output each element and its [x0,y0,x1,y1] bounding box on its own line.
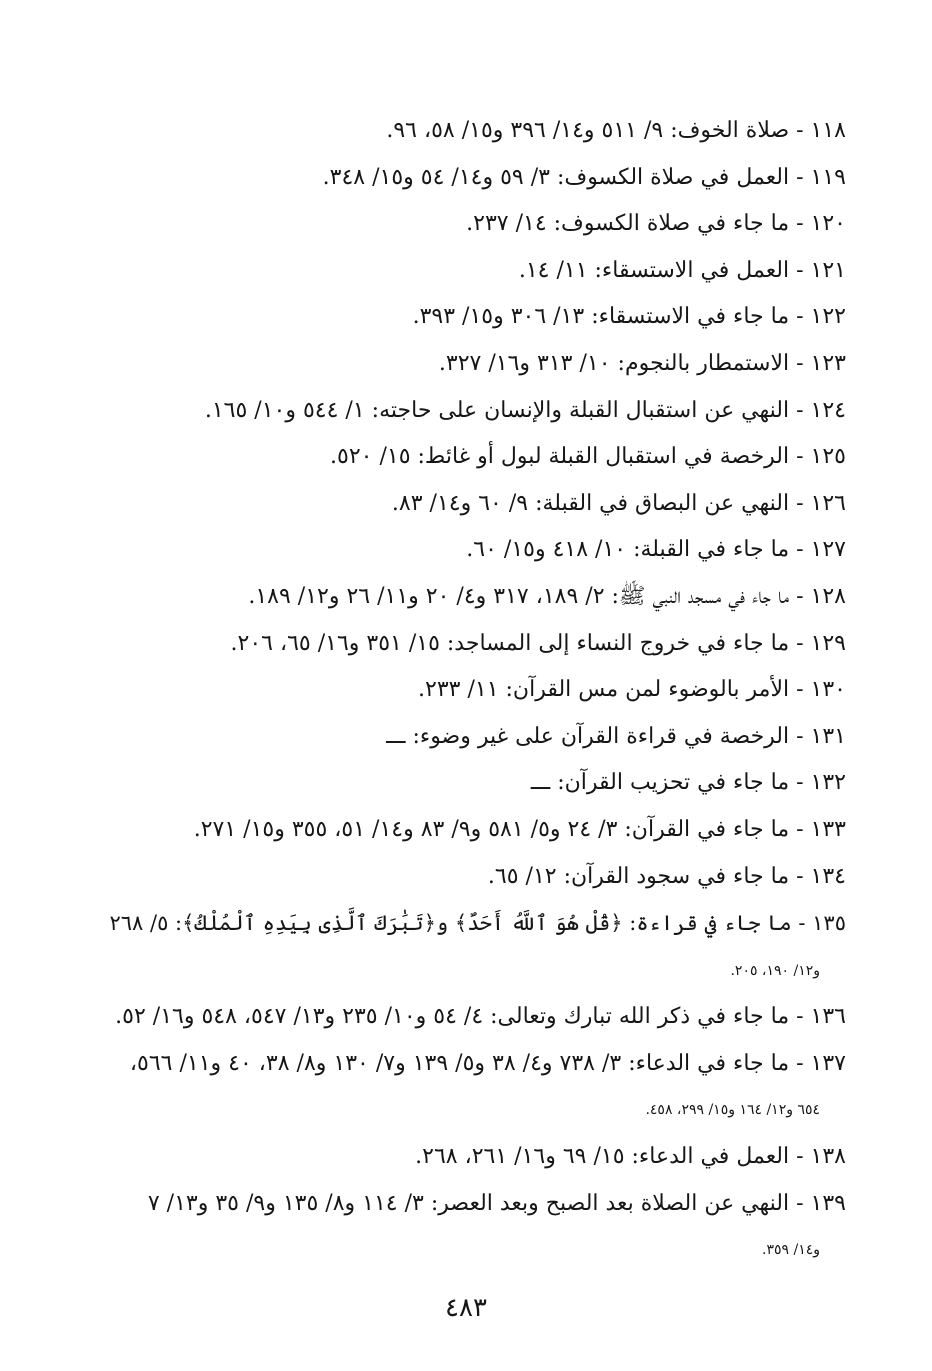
index-entry [96,155,846,202]
index-entry [96,201,846,248]
entry-text: ١٢٠ - ما جاء في صلاة الكسوف: ١٤/ ٢٣٧. [466,211,846,237]
index-entry [96,248,846,295]
index-entry [96,434,846,481]
index-entry [96,1134,846,1181]
page-number: ٤٨٣ [445,1293,487,1323]
index-list [96,108,846,1274]
entry-text: ١٣٦ - ما جاء في ذكر الله تبارك وتعالى: ٤/ ٥٤ و١٠/ ٢٣٥ و١٣/ ٥٤٧، ٥٤٨ و١٦/ ٥٢. [115,1004,846,1030]
index-entry [96,1181,846,1274]
entry-text: ١٢٧ - ما جاء في القبلة: ١٠/ ٤١٨ و١٥/ ٦٠. [466,537,846,563]
index-entry [96,481,846,528]
index-entry [96,527,846,574]
index-entry [96,854,846,901]
entry-text: ١١٨ - صلاة الخوف: ٩/ ٥١١ و١٤/ ٣٩٦ و١٥/ ٥٨، ٩٦. [386,118,846,143]
entry-text: ١١٩ - العمل في صلاة الكسوف: ٣/ ٥٩ و١٤/ ٥٤ و١٥/ ٣٤٨. [322,164,846,190]
entry-text: ١٢٦ - النهي عن البصاق في القبلة: ٩/ ٦٠ و١٤/ ٨٣. [391,490,846,516]
entry-text: ١٢٥ - الرخصة في استقبال القبلة لبول أو غائط: ١٥/ ٥٢٠. [330,444,846,470]
entry-text: ١٣٩ - النهي عن الصلاة بعد الصبح وبعد العصر: ٣/ ١١٤ و٨/ ١٣٥ و٩/ ٣٥ و١٣/ ٧ [147,1190,846,1216]
index-entry [96,994,846,1041]
index-entry [96,574,846,621]
entry-text: ١٢٢ - ما جاء في الاستسقاء: ١٣/ ٣٠٦ و١٥/ ٣٩٣. [412,304,846,330]
entry-text: ١٣٢ - ما جاء في تحزيب القرآن: ـــ [530,770,846,796]
entry-text: ١٣٠ - الأمر بالوضوء لمن مس القرآن: ١١/ ٢٣٣. [418,677,846,703]
index-entry [96,760,846,807]
entry-text: ١٢٩ - ما جاء في خروج النساء إلى المساجد: ١٥/ ٣٥١ و١٦/ ٦٥، ٢٠٦. [230,630,846,656]
entry-text: ١٣٨ - العمل في الدعاء: ١٥/ ٦٩ و١٦/ ٢٦١، ٢٦٨. [415,1144,846,1170]
entry-text: ١٢٤ - النهي عن استقبال القبلة والإنسان على حاجته: ١/ ٥٤٤ و١٠/ ١٦٥. [204,397,846,423]
entry-text: ١٢٣ - الاستمطار بالنجوم: ١٠/ ٣١٣ و١٦/ ٣٢٧. [438,350,846,376]
entry-text: ١٣٧ - ما جاء في الدعاء: ٣/ ٧٣٨ و٤/ ٣٨ و٥/ ١٣٩ و٧/ ١٣٠ و٨/ ٣٨، ٤٠ و١١/ ٥٦٦، [129,1050,846,1076]
entry-continuation: و١٤/ ٣٥٩. [762,1242,820,1259]
entry-text: ١٣٣ - ما جاء في القرآن: ٣/ ٢٤ و٥/ ٥٨١ و٩/ ٨٣ و١٤/ ٥١، ٣٥٥ و١٥/ ٢٧١. [193,816,846,842]
entry-text: ١٢١ - العمل في الاستسقاء: ١١/ ١٤. [518,257,846,283]
index-entry [96,294,846,341]
entry-text: ١٢٨ - ما جاء في مسجد النبي ﷺ: ٢/ ١٨٩، ٣١٧ و٤/ ٢٠ و١١/ ٢٦ و١٢/ ١٨٩. [248,583,846,609]
entry-text: ١٣٤ - ما جاء في سجود القرآن: ١٢/ ٦٥. [487,863,846,889]
entry-continuation: ٦٥٤ و١٢/ ١٦٤ و١٥/ ٢٩٩، ٤٥٨. [645,1102,820,1119]
index-entry [96,667,846,714]
index-entry [96,108,846,155]
index-entry [96,388,846,435]
entry-text: ١٣١ - الرخصة في قراءة القرآن على غير وضوء: ـــ [386,723,846,749]
entry-text: ١٣٥ - ما جاء في قراءة: ﴿قُلْ هُوَ ٱللَّهُ أَحَدٌ﴾ و﴿تَبَٰرَكَ ٱلَّذِى بِيَدِهِ ٱلْمُلْكُ﴾: ٥/ ٢٦٨ [109,911,846,936]
index-entry [96,807,846,854]
entry-continuation: و١٢/ ١٩٠، ٢٠٥. [730,962,820,979]
index-entry [96,714,846,761]
index-entry [96,1041,846,1134]
index-entry [96,900,846,994]
index-entry [96,621,846,668]
index-entry [96,341,846,388]
